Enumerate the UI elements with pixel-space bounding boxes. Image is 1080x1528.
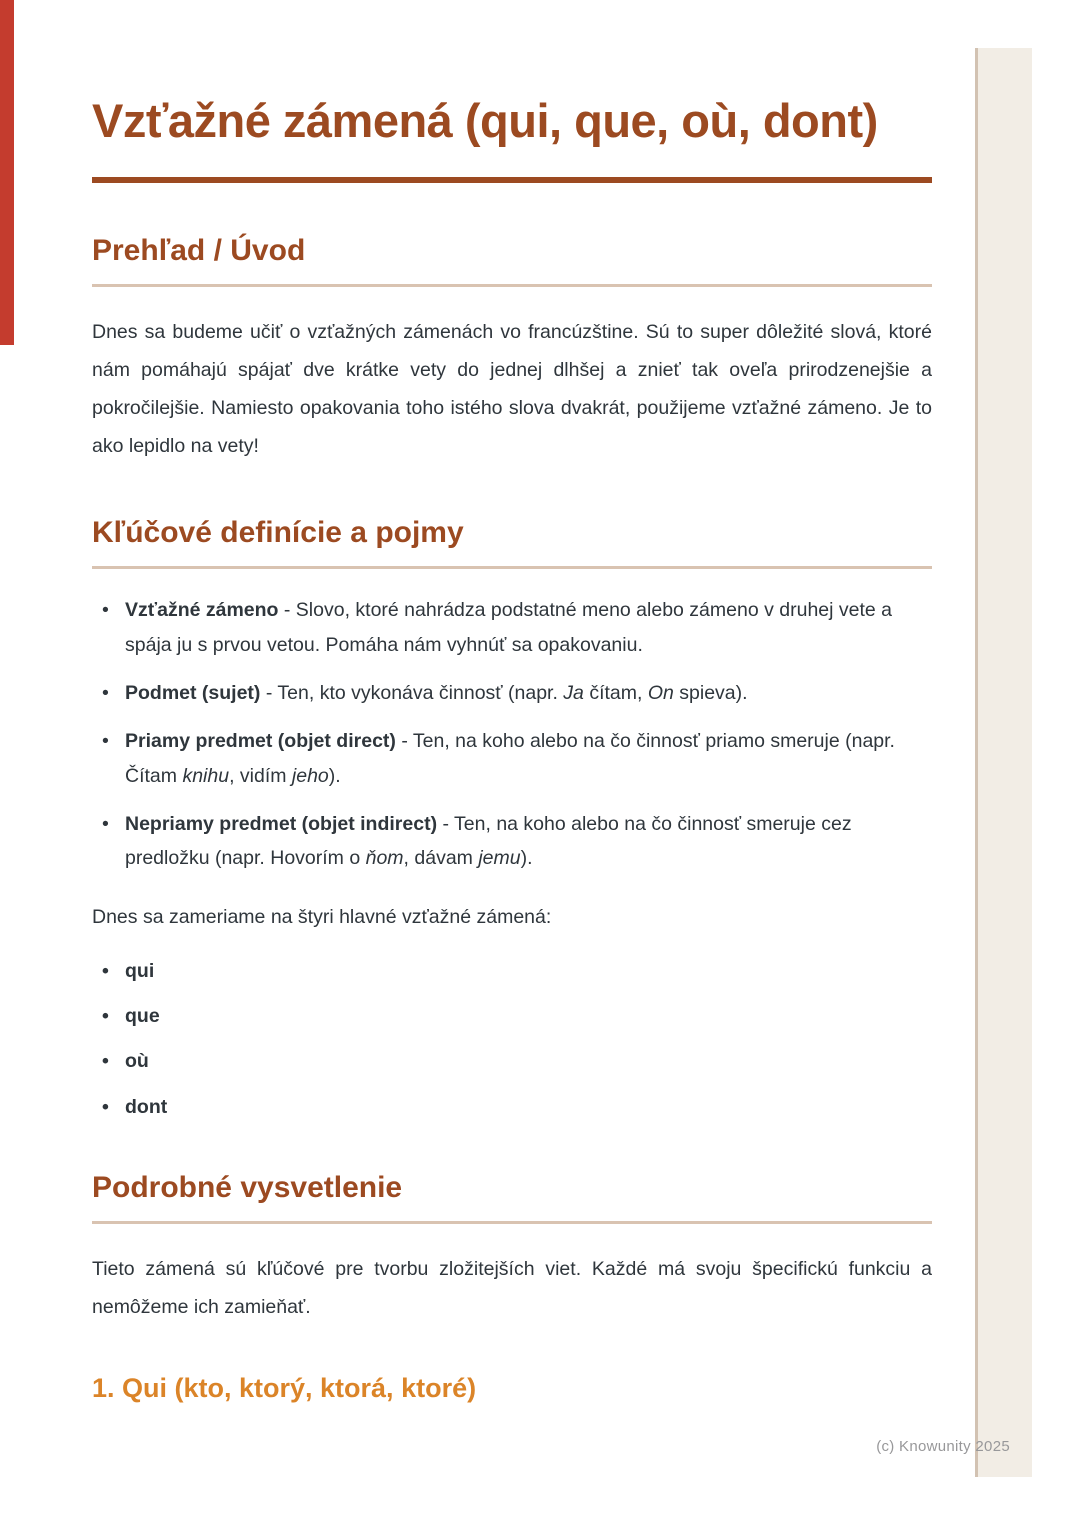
footer-credit: (c) Knowunity 2025 [876,1438,1010,1455]
definitions-divider-rule [92,566,932,569]
explanation-paragraph: Tieto zámená sú kľúčové pre tvorbu zložitejších viet. Každé má svoju špecifickú funkciu a nemôžeme ich zamieňať. [92,1258,932,1319]
pronoun-item: • où [92,1049,932,1074]
section-heading-overview: Prehľad / Úvod [92,234,306,268]
overview-divider-rule [92,284,932,287]
definition-text: - Ten, na koho alebo na čo činnosť smeruje cez predložku (napr. Hovorím o [125,812,852,870]
definition-text: , vidím [229,764,292,787]
definition-example-italic: On [647,682,674,705]
definition-item [92,807,932,876]
definition-text: čítam, [583,682,648,705]
definition-term: Podmet (sujet) [125,682,261,705]
definition-example-italic: Ja [563,682,584,705]
explanation-divider-rule [92,1221,932,1224]
definition-text: ). [520,847,533,870]
pronouns-lead-paragraph: Dnes sa zameriame na štyri hlavné vzťažné zámená: [92,905,552,928]
page-title: Vzťažné zámená (qui, que, où, dont) [92,94,878,147]
definition-term: Nepriamy predmet (objet indirect) [125,812,438,835]
definition-example-italic: ňom [365,847,404,870]
definition-item [92,676,932,710]
definition-item [92,593,932,662]
definition-text: - Ten, kto vykonáva činnosť (napr. [260,682,564,705]
pronoun-item: • dont [92,1095,932,1120]
definition-term: Vzťažné zámeno [125,599,279,622]
page-content [92,0,932,1404]
pronoun-item: • qui [92,959,932,984]
definition-example-italic: jeho [291,764,329,787]
definition-example-italic: knihu [182,764,230,787]
right-margin-stripe [975,48,1032,1477]
definitions-list [92,593,932,875]
definition-example-italic: jemu [478,847,521,870]
definition-text: spieva). [673,682,748,705]
definition-text: - Slovo, ktoré nahrádza podstatné meno alebo zámeno v druhej vete a spája ju s prvou vetou. Pomáha nám vyhnúť sa opakovaniu. [125,599,893,656]
left-accent-stripe [0,0,14,345]
pronoun-item: • que [92,1004,932,1029]
definition-text: - Ten, na koho alebo na čo činnosť priamo smeruje (napr. Čítam [125,730,895,787]
title-divider-rule [92,177,932,183]
definition-text: ). [328,764,341,787]
definition-item [92,724,932,793]
section-heading-definitions: Kľúčové definície a pojmy [92,516,464,550]
subsection-heading-qui: 1. Qui (kto, ktorý, ktorá, ktoré) [92,1373,477,1404]
section-heading-explanation: Podrobné vysvetlenie [92,1171,403,1205]
definition-term: Priamy predmet (objet direct) [125,730,396,753]
overview-paragraph: Dnes sa budeme učiť o vzťažných zámenách vo francúzštine. Sú to super dôležité slová, ktoré nám pomáhajú spájať dve krátke vety do jednej dlhšej a znieť tak oveľa prirodzenejšie a pokročilejšie. Namiesto opakovania toho istého slova dvakrát, použijeme vzťažné zámeno. Je to ako lepidlo na vety! [92,321,932,458]
definition-text: , dávam [403,847,479,870]
pronouns-list [92,959,932,1120]
